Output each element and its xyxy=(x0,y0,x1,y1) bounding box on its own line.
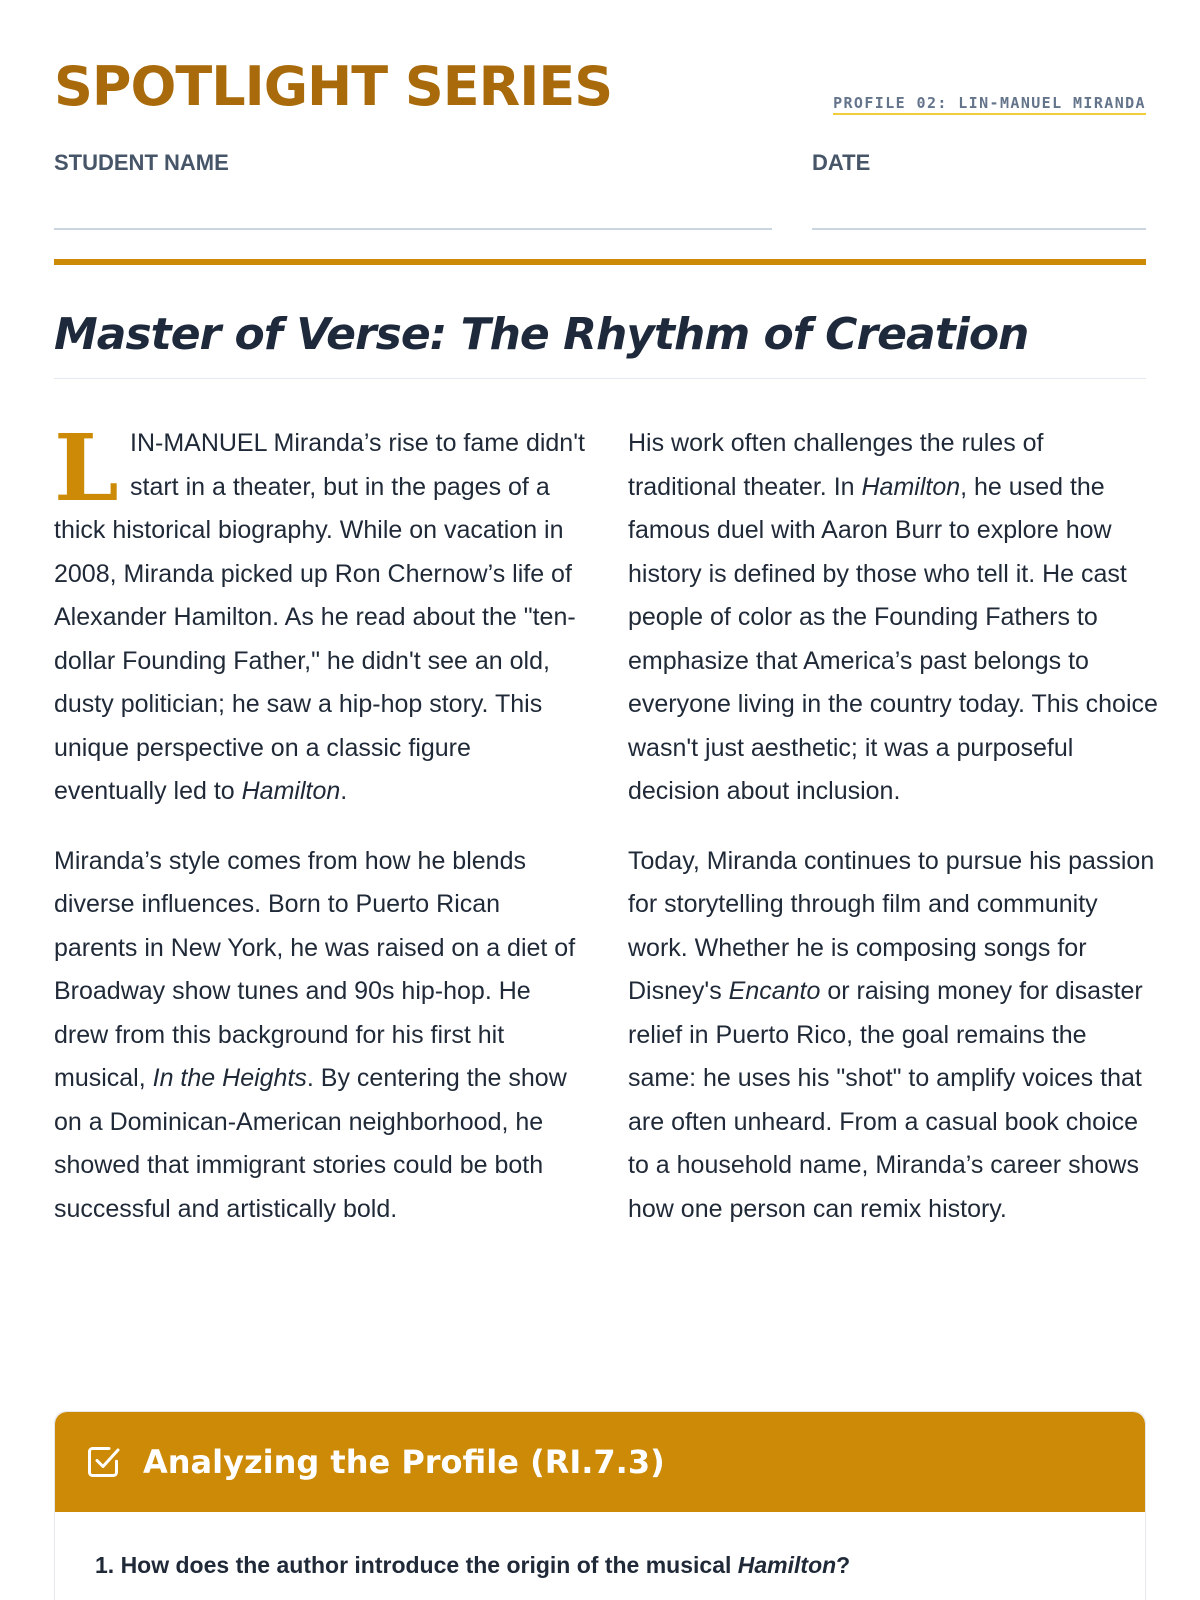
paragraph-1: LIN-MANUEL Miranda’s rise to fame didn't start in a theater, but in the pages of a thick historical biography. While on vacation in 2008, Miranda picked up Ron Chernow’s life of Alexander Hamilton. As he read about the "ten-dollar Founding Father," he didn't see an old, dusty politician; he saw a hip-hop story. This unique perspective on a classic figure eventually led to Hamilton. xyxy=(54,414,585,805)
analysis-title: Analyzing the Profile (RI.7.3) xyxy=(143,1443,665,1481)
paragraph-4: Today, Miranda continues to pursue his passion for storytelling through film and community work. Whether he is composing songs for Disney's Encanto or raising money for disaster relief in Puerto Rico, the goal remains the same: he uses his "shot" to amplify voices that are often unheard. From a casual book choice to a household name, Miranda’s career shows how one person can remix history. xyxy=(628,846,1155,1223)
date-field[interactable] xyxy=(812,228,1146,230)
analysis-section xyxy=(54,1411,1146,1600)
article-column-right xyxy=(628,422,1158,1231)
question-1: 1. How does the author introduce the origin of the musical Hamilton? xyxy=(95,1552,851,1578)
analysis-header xyxy=(55,1412,1145,1512)
student-name-label: STUDENT NAME xyxy=(54,150,229,175)
title-divider xyxy=(54,378,1146,379)
series-title: SPOTLIGHT SERIES xyxy=(54,55,613,118)
header-divider xyxy=(54,259,1146,265)
article-title: Master of Verse: The Rhythm of Creation xyxy=(54,309,1029,360)
date-label: DATE xyxy=(812,150,871,175)
student-name-field[interactable] xyxy=(54,228,772,230)
checkbox-icon xyxy=(85,1444,121,1480)
article-column-left xyxy=(54,414,588,1231)
drop-cap: L xyxy=(54,414,119,522)
paragraph-3: His work often challenges the rules of traditional theater. In Hamilton, he used the famous duel with Aaron Burr to explore how history is defined by those who tell it. He cast people of color as the Founding Fathers to emphasize that America’s past belongs to everyone living in the country today. This choice wasn't just aesthetic; it was a purposeful decision about inclusion. xyxy=(628,429,1158,805)
profile-tag: PROFILE 02: LIN-MANUEL MIRANDA xyxy=(833,94,1146,115)
paragraph-2: Miranda’s style comes from how he blends diverse influences. Born to Puerto Rican parents in New York, he was raised on a diet of Broadway show tunes and 90s hip-hop. He drew from this background for his first hit musical, In the Heights. By centering the show on a Dominican-American neighborhood, he showed that immigrant stories could be both successful and artistically bold. xyxy=(54,846,576,1223)
